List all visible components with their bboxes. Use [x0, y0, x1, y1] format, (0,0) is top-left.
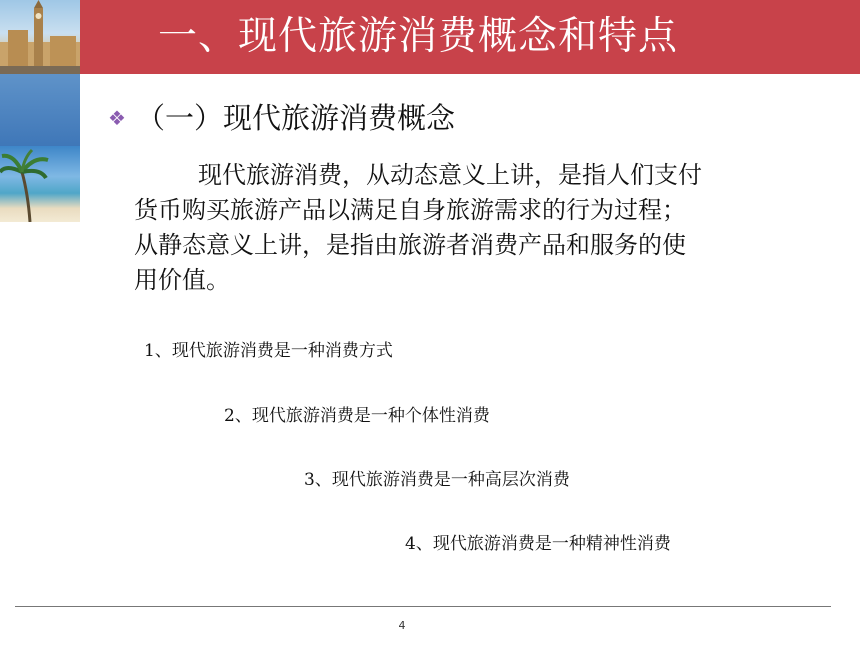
statement-3: 3、现代旅游消费是一种高层次消费: [304, 470, 570, 490]
statement-4: 4、现代旅游消费是一种精神性消费: [405, 534, 671, 554]
statement-2: 2、现代旅游消费是一种个体性消费: [224, 406, 490, 426]
paragraph-line: 现代旅游消费，从动态意义上讲，是指人们支付: [198, 161, 702, 189]
page-number: 4: [398, 619, 406, 632]
diamond-bullet-icon: ❖: [108, 106, 126, 130]
slide-title: 一、现代旅游消费概念和特点: [158, 14, 679, 59]
definition-paragraph: [134, 158, 814, 298]
paragraph-line: 用价值。: [134, 266, 230, 294]
statement-1: 1、现代旅游消费是一种消费方式: [144, 341, 393, 361]
footer-divider: [15, 606, 831, 607]
paragraph-line: 货币购买旅游产品以满足自身旅游需求的行为过程；: [134, 196, 686, 224]
london-photo: [0, 0, 80, 74]
beach-photo: [0, 146, 80, 222]
blue-panel: [0, 74, 80, 146]
paragraph-line: 从静态意义上讲，是指由旅游者消费产品和服务的使: [134, 231, 686, 259]
subheading: （一）现代旅游消费概念: [136, 101, 456, 135]
